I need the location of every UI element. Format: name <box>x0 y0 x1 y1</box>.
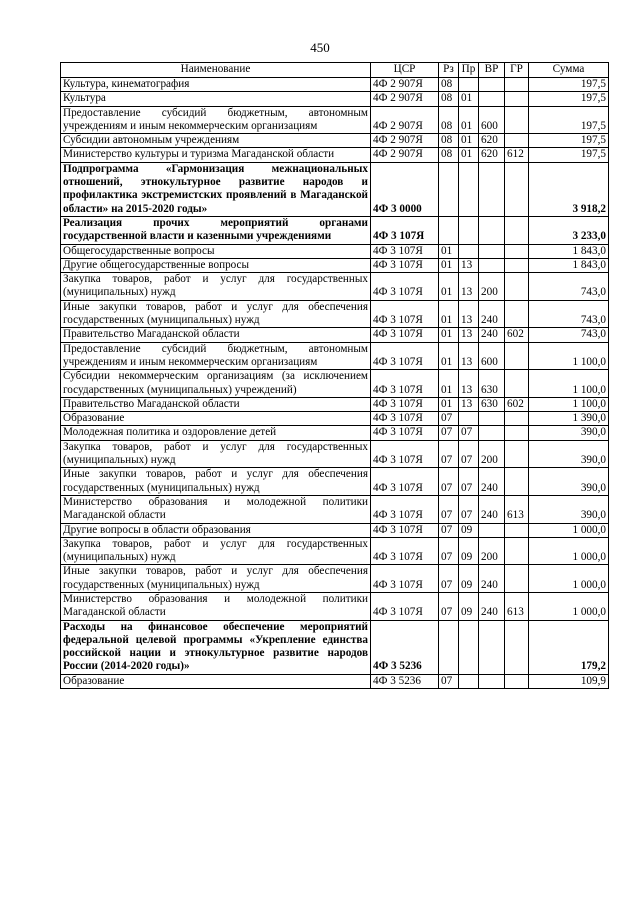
cell-gr <box>505 258 529 272</box>
cell-rz: 01 <box>439 258 459 272</box>
cell-name: Субсидии некоммерческим организациям (за исключением государственных (муниципальных) учреждений) <box>61 370 371 398</box>
cell-sum: 197,5 <box>529 106 609 134</box>
cell-sum: 1 843,0 <box>529 244 609 258</box>
cell-gr <box>505 134 529 148</box>
cell-pr: 07 <box>459 426 479 440</box>
table-row <box>61 216 609 244</box>
cell-csr: 4Ф 3 107Я <box>371 216 439 244</box>
cell-vr: 600 <box>479 342 505 370</box>
cell-name: Подпрограмма «Гармонизация межнациональных отношений, этнокультурное развитие народов и профилактика экстремистских проявлений в Магаданской области» на 2015-2020 годы» <box>61 162 371 216</box>
cell-sum: 1 100,0 <box>529 370 609 398</box>
cell-pr: 13 <box>459 273 479 301</box>
cell-name: Иные закупки товаров, работ и услуг для обеспечения государственных (муниципальных) нужд <box>61 565 371 593</box>
cell-csr: 4Ф 3 107Я <box>371 426 439 440</box>
cell-pr: 13 <box>459 342 479 370</box>
cell-sum: 1 000,0 <box>529 537 609 565</box>
cell-pr <box>459 216 479 244</box>
cell-pr <box>459 244 479 258</box>
cell-vr <box>479 244 505 258</box>
cell-csr: 4Ф 2 907Я <box>371 148 439 162</box>
cell-name: Образование <box>61 674 371 688</box>
cell-vr <box>479 523 505 537</box>
cell-pr: 13 <box>459 397 479 411</box>
cell-rz: 07 <box>439 495 459 523</box>
cell-sum: 1 100,0 <box>529 342 609 370</box>
cell-sum: 743,0 <box>529 273 609 301</box>
cell-gr <box>505 106 529 134</box>
cell-rz: 08 <box>439 148 459 162</box>
cell-name: Образование <box>61 412 371 426</box>
cell-sum: 3 233,0 <box>529 216 609 244</box>
cell-rz: 08 <box>439 106 459 134</box>
cell-sum: 3 918,2 <box>529 162 609 216</box>
cell-vr: 240 <box>479 495 505 523</box>
cell-gr <box>505 92 529 106</box>
cell-sum: 390,0 <box>529 495 609 523</box>
table-header <box>61 63 609 78</box>
cell-gr <box>505 412 529 426</box>
cell-rz <box>439 162 459 216</box>
cell-gr <box>505 370 529 398</box>
table-row <box>61 92 609 106</box>
cell-vr <box>479 216 505 244</box>
cell-name: Закупка товаров, работ и услуг для государственных (муниципальных) нужд <box>61 537 371 565</box>
table-row <box>61 537 609 565</box>
cell-sum: 109,9 <box>529 674 609 688</box>
cell-name: Министерство культуры и туризма Магаданской области <box>61 148 371 162</box>
cell-gr <box>505 565 529 593</box>
cell-name: Предоставление субсидий бюджетным, автономным учреждениям и иным некоммерческим организациям <box>61 342 371 370</box>
cell-pr: 07 <box>459 440 479 468</box>
cell-rz: 08 <box>439 92 459 106</box>
header-sum: Сумма <box>529 63 609 78</box>
cell-vr: 240 <box>479 565 505 593</box>
cell-rz: 07 <box>439 674 459 688</box>
cell-rz: 01 <box>439 397 459 411</box>
cell-csr: 4Ф 2 907Я <box>371 92 439 106</box>
cell-gr <box>505 216 529 244</box>
cell-sum: 1 000,0 <box>529 592 609 620</box>
cell-csr: 4Ф 3 107Я <box>371 537 439 565</box>
table-row <box>61 244 609 258</box>
cell-vr: 240 <box>479 468 505 496</box>
cell-csr: 4Ф 3 107Я <box>371 440 439 468</box>
cell-csr: 4Ф 3 107Я <box>371 412 439 426</box>
cell-gr <box>505 426 529 440</box>
cell-vr <box>479 674 505 688</box>
cell-csr: 4Ф 3 107Я <box>371 328 439 342</box>
cell-gr <box>505 620 529 674</box>
table-row <box>61 426 609 440</box>
cell-rz: 07 <box>439 412 459 426</box>
cell-sum: 390,0 <box>529 468 609 496</box>
cell-sum: 1 000,0 <box>529 565 609 593</box>
budget-table <box>60 62 609 689</box>
cell-rz <box>439 620 459 674</box>
cell-rz: 07 <box>439 565 459 593</box>
cell-vr: 200 <box>479 537 505 565</box>
cell-vr <box>479 620 505 674</box>
cell-vr: 630 <box>479 397 505 411</box>
table-row <box>61 342 609 370</box>
cell-name: Предоставление субсидий бюджетным, автономным учреждениям и иным некоммерческим организациям <box>61 106 371 134</box>
cell-pr: 09 <box>459 592 479 620</box>
table-row <box>61 397 609 411</box>
cell-name: Иные закупки товаров, работ и услуг для обеспечения государственных (муниципальных) нужд <box>61 300 371 328</box>
cell-name: Иные закупки товаров, работ и услуг для обеспечения государственных (муниципальных) нужд <box>61 468 371 496</box>
cell-vr: 620 <box>479 148 505 162</box>
cell-rz: 01 <box>439 328 459 342</box>
cell-sum: 390,0 <box>529 440 609 468</box>
cell-csr: 4Ф 3 107Я <box>371 468 439 496</box>
cell-rz: 01 <box>439 342 459 370</box>
cell-vr <box>479 258 505 272</box>
table-row <box>61 412 609 426</box>
cell-sum: 390,0 <box>529 426 609 440</box>
cell-pr <box>459 620 479 674</box>
cell-rz: 07 <box>439 523 459 537</box>
cell-name: Другие вопросы в области образования <box>61 523 371 537</box>
cell-name: Закупка товаров, работ и услуг для государственных (муниципальных) нужд <box>61 440 371 468</box>
table-row <box>61 495 609 523</box>
cell-pr: 09 <box>459 565 479 593</box>
cell-pr <box>459 412 479 426</box>
cell-name: Расходы на финансовое обеспечение мероприятий федеральной целевой программы «Укрепление единства российской нации и этнокультурное развитие народов России (2014-2020 годы)» <box>61 620 371 674</box>
table-row <box>61 468 609 496</box>
cell-vr: 620 <box>479 134 505 148</box>
cell-pr: 09 <box>459 523 479 537</box>
cell-name: Закупка товаров, работ и услуг для государственных (муниципальных) нужд <box>61 273 371 301</box>
cell-csr: 4Ф 2 907Я <box>371 134 439 148</box>
page-number: 450 <box>310 40 330 55</box>
cell-rz: 01 <box>439 244 459 258</box>
table-row <box>61 106 609 134</box>
table-row <box>61 523 609 537</box>
cell-csr: 4Ф 3 5236 <box>371 674 439 688</box>
cell-pr: 01 <box>459 106 479 134</box>
table-row <box>61 370 609 398</box>
table-row <box>61 134 609 148</box>
cell-pr: 07 <box>459 468 479 496</box>
table-row <box>61 620 609 674</box>
cell-csr: 4Ф 2 907Я <box>371 106 439 134</box>
cell-rz: 07 <box>439 537 459 565</box>
cell-vr <box>479 412 505 426</box>
cell-gr <box>505 300 529 328</box>
cell-pr: 09 <box>459 537 479 565</box>
cell-vr <box>479 78 505 92</box>
cell-pr: 07 <box>459 495 479 523</box>
table-body <box>61 78 609 689</box>
cell-sum: 197,5 <box>529 148 609 162</box>
cell-vr: 600 <box>479 106 505 134</box>
cell-sum: 743,0 <box>529 300 609 328</box>
cell-pr: 01 <box>459 92 479 106</box>
cell-rz: 01 <box>439 300 459 328</box>
cell-gr <box>505 537 529 565</box>
table-row <box>61 78 609 92</box>
cell-name: Общегосударственные вопросы <box>61 244 371 258</box>
cell-gr <box>505 468 529 496</box>
cell-pr: 13 <box>459 328 479 342</box>
header-csr: ЦСР <box>371 63 439 78</box>
cell-csr: 4Ф 3 107Я <box>371 244 439 258</box>
cell-rz <box>439 216 459 244</box>
table-row <box>61 592 609 620</box>
cell-name: Молодежная политика и оздоровление детей <box>61 426 371 440</box>
table-row <box>61 674 609 688</box>
cell-csr: 4Ф 3 107Я <box>371 370 439 398</box>
cell-pr <box>459 78 479 92</box>
cell-sum: 743,0 <box>529 328 609 342</box>
cell-csr: 4Ф 3 107Я <box>371 273 439 301</box>
cell-name: Правительство Магаданской области <box>61 397 371 411</box>
cell-gr: 612 <box>505 148 529 162</box>
cell-rz: 07 <box>439 592 459 620</box>
cell-csr: 4Ф 3 5236 <box>371 620 439 674</box>
cell-name: Культура <box>61 92 371 106</box>
cell-csr: 4Ф 3 107Я <box>371 592 439 620</box>
cell-rz: 07 <box>439 440 459 468</box>
cell-vr: 200 <box>479 273 505 301</box>
header-vr: ВР <box>479 63 505 78</box>
cell-name: Субсидии автономным учреждениям <box>61 134 371 148</box>
cell-vr: 240 <box>479 300 505 328</box>
header-rz: Рз <box>439 63 459 78</box>
cell-csr: 4Ф 2 907Я <box>371 78 439 92</box>
cell-sum: 197,5 <box>529 78 609 92</box>
cell-csr: 4Ф 3 107Я <box>371 397 439 411</box>
cell-name: Министерство образования и молодежной политики Магаданской области <box>61 495 371 523</box>
table-row <box>61 162 609 216</box>
cell-gr <box>505 674 529 688</box>
table-row <box>61 565 609 593</box>
cell-csr: 4Ф 3 107Я <box>371 523 439 537</box>
cell-csr: 4Ф 3 107Я <box>371 495 439 523</box>
cell-rz: 01 <box>439 370 459 398</box>
cell-gr <box>505 440 529 468</box>
cell-sum: 1 843,0 <box>529 258 609 272</box>
cell-gr: 602 <box>505 328 529 342</box>
cell-gr <box>505 273 529 301</box>
cell-gr <box>505 523 529 537</box>
cell-vr <box>479 162 505 216</box>
cell-vr: 240 <box>479 592 505 620</box>
cell-csr: 4Ф 3 107Я <box>371 300 439 328</box>
cell-csr: 4Ф 3 107Я <box>371 565 439 593</box>
cell-gr <box>505 78 529 92</box>
cell-sum: 179,2 <box>529 620 609 674</box>
cell-pr: 13 <box>459 300 479 328</box>
cell-gr: 613 <box>505 592 529 620</box>
table-row <box>61 328 609 342</box>
table-row <box>61 273 609 301</box>
cell-sum: 1 000,0 <box>529 523 609 537</box>
cell-name: Другие общегосударственные вопросы <box>61 258 371 272</box>
table-row <box>61 148 609 162</box>
header-name: Наименование <box>61 63 371 78</box>
cell-sum: 1 100,0 <box>529 397 609 411</box>
cell-gr: 602 <box>505 397 529 411</box>
cell-pr <box>459 162 479 216</box>
cell-rz: 07 <box>439 468 459 496</box>
cell-name: Культура, кинематография <box>61 78 371 92</box>
cell-gr <box>505 162 529 216</box>
cell-sum: 197,5 <box>529 134 609 148</box>
cell-vr: 200 <box>479 440 505 468</box>
cell-name: Реализация прочих мероприятий органами государственной власти и казенными учреждениями <box>61 216 371 244</box>
cell-vr <box>479 92 505 106</box>
cell-rz: 07 <box>439 426 459 440</box>
cell-rz: 01 <box>439 273 459 301</box>
cell-csr: 4Ф 3 107Я <box>371 342 439 370</box>
cell-sum: 197,5 <box>529 92 609 106</box>
header-gr: ГР <box>505 63 529 78</box>
header-pr: Пр <box>459 63 479 78</box>
cell-gr <box>505 342 529 370</box>
cell-vr: 630 <box>479 370 505 398</box>
cell-sum: 1 390,0 <box>529 412 609 426</box>
cell-name: Министерство образования и молодежной политики Магаданской области <box>61 592 371 620</box>
cell-csr: 4Ф 3 0000 <box>371 162 439 216</box>
cell-pr: 01 <box>459 148 479 162</box>
cell-pr <box>459 674 479 688</box>
table-row <box>61 258 609 272</box>
cell-rz: 08 <box>439 78 459 92</box>
cell-pr: 01 <box>459 134 479 148</box>
cell-rz: 08 <box>439 134 459 148</box>
cell-vr: 240 <box>479 328 505 342</box>
cell-name: Правительство Магаданской области <box>61 328 371 342</box>
cell-pr: 13 <box>459 370 479 398</box>
table-row <box>61 440 609 468</box>
cell-gr: 613 <box>505 495 529 523</box>
table-row <box>61 300 609 328</box>
cell-vr <box>479 426 505 440</box>
cell-pr: 13 <box>459 258 479 272</box>
cell-csr: 4Ф 3 107Я <box>371 258 439 272</box>
cell-gr <box>505 244 529 258</box>
